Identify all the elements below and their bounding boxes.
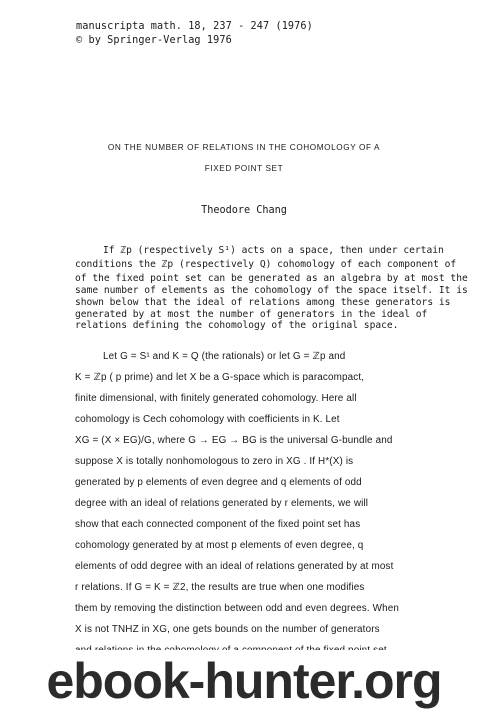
body-line: degree with an ideal of relations generated by r elements, we will	[75, 498, 369, 509]
body-line: XG = (X × EG)/G, where G → EG → BG is the universal G-bundle and	[75, 435, 393, 446]
paper-title-line-2: FIXED POINT SET	[204, 164, 284, 173]
body-line: cohomology generated by at most p elements of even degree, q	[75, 540, 364, 551]
abstract-line: conditions the ℤp (respectively Q) cohomology of each component of	[75, 259, 457, 270]
body-line: generated by p elements of even degree and q elements of odd	[75, 477, 362, 488]
abstract-line: If ℤp (respectively S¹) acts on a space, then under certain	[103, 245, 444, 256]
body-line: finite dimensional, with finitely generated cohomology. Here all	[75, 393, 357, 404]
watermark: ebook-hunter.org	[0, 650, 488, 712]
abstract-line: shown below that the ideal of relations among these generators is	[75, 297, 451, 308]
author-name: Theodore Chang	[201, 205, 287, 216]
body-line: elements of odd degree with an ideal of relations generated by at most	[75, 561, 394, 572]
body-line: cohomology is Cech cohomology with coefficients in K. Let	[75, 414, 340, 425]
body-line: show that each connected component of the fixed point set has	[75, 519, 361, 530]
body-line: them by removing the distinction between odd and even degrees. When	[75, 603, 400, 614]
abstract-line: of the fixed point set can be generated as an algebra by at most the	[75, 273, 468, 284]
body-line: suppose X is totally nonhomologous to zero in XG . If H*(X) is	[75, 456, 354, 467]
journal-citation: manuscripta math. 18, 237 - 247 (1976)	[76, 21, 313, 32]
paper-title-line-1: ON THE NUMBER OF RELATIONS IN THE COHOMOLOGY OF A	[107, 143, 381, 152]
abstract-line: relations defining the cohomology of the original space.	[75, 320, 399, 331]
body-line: r relations. If G = K = ℤ2, the results are true when one modifies	[75, 582, 365, 593]
abstract-line: generated by at most the number of generators in the ideal of	[75, 309, 428, 320]
body-line: X is not TNHZ in XG, one gets bounds on the number of generators	[75, 624, 380, 635]
copyright-line: © by Springer-Verlag 1976	[76, 35, 232, 46]
body-line: K = ℤp ( p prime) and let X be a G-space which is paracompact,	[75, 372, 365, 383]
body-line: Let G = S¹ and K = Q (the rationals) or let G = ℤp and	[103, 351, 346, 362]
abstract-line: same number of elements as the cohomology of the space itself. It is	[75, 285, 468, 296]
journal-header	[76, 20, 313, 48]
